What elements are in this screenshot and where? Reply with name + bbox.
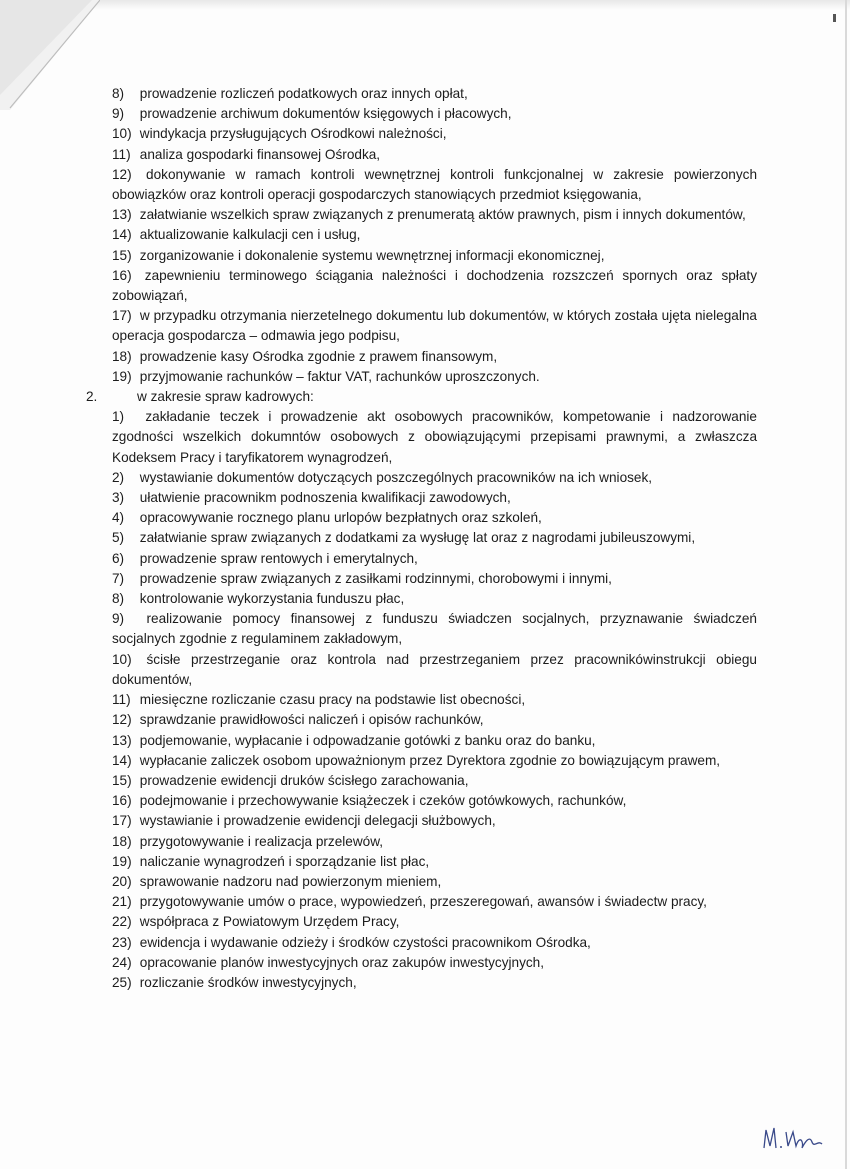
finance-duty-item [112, 367, 757, 387]
item-number: 9) [112, 611, 125, 627]
section-2 [86, 387, 757, 407]
hr-duty-item [112, 892, 757, 912]
item-number: 23) [112, 934, 132, 950]
item-text: załatwianie wszelkich spraw związanych z prenumeratą aktów prawnych, pism i innych dokumentów, [139, 207, 746, 223]
scan-edge-mark [833, 14, 836, 22]
item-text: prowadzenie spraw związanych z zasiłkami rodzinnymi, chorobowymi i innymi, [139, 570, 612, 586]
item-number: 8) [112, 591, 125, 607]
item-number: 13) [112, 732, 132, 748]
item-text: przygotowywanie i realizacja przelewów, [139, 833, 384, 849]
finance-duty-item [112, 84, 757, 104]
finance-duty-item [112, 246, 757, 266]
item-text: w przypadku otrzymania nierzetelnego dokumentu lub dokumentów, w których została ujęta nielegalna operacja gospodarcza – odmawia jego podpisu, [112, 308, 757, 344]
hr-duty-item [112, 488, 757, 508]
item-number: 11) [112, 146, 131, 162]
item-text: sprawdzanie prawidłowości naliczeń i opisów rachunków, [139, 712, 484, 728]
page-corner-fold [0, 0, 100, 110]
item-text: analiza gospodarki finansowej Ośrodka, [139, 146, 381, 162]
hr-duty-item [112, 751, 757, 771]
item-number: 18) [112, 348, 132, 364]
scan-top-shadow [0, 0, 850, 10]
hr-duty-item [112, 791, 757, 811]
item-number: 11) [112, 692, 131, 708]
hr-duty-item [112, 973, 757, 993]
hr-duty-item [112, 912, 757, 932]
item-number: 13) [112, 207, 132, 223]
hr-duty-item [112, 832, 757, 852]
item-text: ewidencja i wydawanie odzieży i środków czystości pracownikom Ośrodka, [139, 934, 591, 950]
item-text: wystawianie i prowadzenie ewidencji delegacji służbowych, [139, 813, 496, 829]
item-text: ścisłe przestrzeganie oraz kontrola nad przestrzeganiem przez pracownikówinstrukcji obiegu dokumentów, [112, 651, 757, 687]
item-text: ułatwienie pracownikm podnoszenia kwalifikacji zawodowych, [139, 490, 511, 506]
item-number: 24) [112, 954, 132, 970]
item-number: 20) [112, 873, 132, 889]
hr-duty-item [112, 710, 757, 730]
item-text: podjemowanie, wypłacanie i odpowadzanie gotówki z banku oraz do banku, [139, 732, 596, 748]
handwritten-signature [760, 1118, 830, 1158]
item-text: wystawianie dokumentów dotyczących poszczególnych pracowników na ich wniosek, [139, 469, 653, 485]
finance-duty-item [112, 347, 757, 367]
item-text: przyjmowanie rachunków – faktur VAT, rachunków uproszczonych. [139, 368, 540, 384]
hr-duty-item [112, 953, 757, 973]
item-number: 14) [112, 227, 132, 243]
item-number: 17) [112, 308, 132, 324]
section-number: 2. [86, 389, 98, 405]
item-text: prowadzenie ewidencji druków ścisłego zarachowania, [139, 772, 469, 788]
item-number: 14) [112, 752, 132, 768]
finance-duty-item [112, 104, 757, 124]
hr-duty-item [112, 407, 757, 468]
item-text: kontrolowanie wykorzystania funduszu płac, [139, 591, 405, 607]
item-text: zapewnieniu terminowego ściągania należności i dochodzenia rozszczeń spornych oraz spłaty zobowiązań, [112, 267, 758, 304]
hr-duty-item [112, 549, 757, 569]
finance-duty-item [112, 306, 757, 346]
item-number: 10) [112, 126, 132, 142]
finance-duty-item [112, 205, 757, 225]
item-number: 16) [112, 793, 132, 809]
item-text: zorganizowanie i dokonalenie systemu wewnętrznej informacji ekonomicznej, [139, 247, 605, 263]
scan-right-edge [845, 0, 847, 1169]
hr-duty-item [112, 468, 757, 488]
item-text: opracowanie planów inwestycyjnych oraz zakupów inwestycyjnych, [139, 954, 545, 970]
item-number: 25) [112, 974, 132, 990]
finance-duty-item [112, 124, 757, 144]
item-text: załatwianie spraw związanych z dodatkami za wysługę lat oraz z nagrodami jubileuszowymi, [139, 530, 696, 546]
item-number: 15) [112, 772, 132, 788]
hr-duty-item [112, 872, 757, 892]
item-number: 5) [112, 530, 125, 546]
item-number: 12) [112, 712, 132, 728]
item-number: 2) [112, 469, 125, 485]
item-text: opracowywanie rocznego planu urlopów bezpłatnych oraz szkoleń, [139, 510, 542, 526]
item-text: miesięczne rozliczanie czasu pracy na podstawie list obecności, [139, 692, 526, 708]
hr-duty-item [112, 650, 757, 690]
item-number: 22) [112, 914, 132, 930]
item-number: 8) [112, 86, 125, 101]
finance-duty-item [112, 145, 757, 165]
item-number: 6) [112, 550, 125, 566]
item-text: przygotowywanie umów o prace, wypowiedzeń, przeszeregowań, awansów i świadectw pracy, [139, 894, 707, 910]
hr-duty-item [112, 811, 757, 831]
item-number: 9) [112, 106, 125, 122]
item-text: zakładanie teczek i prowadzenie akt osobowych pracowników, kompetowanie i nadzorowanie zgodności wszelkich dokumntów osobowych z obowiązującymi przepisami prawnymi, a zwłaszcza Kodeksem Pracy i taryfikatorem wynagrodzeń, [112, 409, 757, 465]
item-text: realizowanie pomocy finansowej z funduszu świadczen socjalnych, przyznawanie świadczeń socjalnych zgodnie z regulaminem zakładowym, [112, 611, 757, 647]
item-text: współpraca z Powiatowym Urzędem Pracy, [139, 914, 400, 930]
item-number: 12) [112, 166, 132, 182]
item-text: prowadzenie spraw rentowych i emerytalnych, [139, 550, 418, 566]
item-number: 10) [112, 651, 132, 667]
item-number: 1) [112, 409, 125, 425]
item-text: dokonywanie w ramach kontroli wewnętrznej kontroli funkcjonalnej w zakresie powierzonych obowiązków oraz kontroli operacji gospodarczych stanowiących przedmiot księgowania, [112, 166, 757, 203]
finance-duty-item [112, 165, 757, 205]
section-title: w zakresie spraw kadrowych: [137, 389, 314, 405]
item-text: aktualizowanie kalkulacji cen i usług, [139, 227, 361, 243]
item-number: 7) [112, 570, 125, 586]
item-number: 16) [112, 267, 132, 283]
item-number: 19) [112, 853, 132, 869]
item-number: 17) [112, 813, 132, 829]
duties-list-finance [112, 84, 757, 387]
hr-duty-item [112, 609, 757, 649]
item-text: windykacja przysługujących Ośrodkowi należności, [139, 126, 447, 142]
item-text: wypłacanie zaliczek osobom upoważnionym przez Dyrektora zgodnie zo bowiązującym prawem, [139, 752, 721, 768]
item-number: 21) [112, 894, 132, 910]
hr-duty-item [112, 771, 757, 791]
duties-list-hr [112, 407, 757, 993]
finance-duty-item [112, 225, 757, 245]
item-number: 18) [112, 833, 132, 849]
item-text: prowadzenie archiwum dokumentów księgowych i płacowych, [139, 106, 512, 122]
hr-duty-item [112, 690, 757, 710]
item-text: prowadzenie rozliczeń podatkowych oraz innych opłat, [139, 86, 468, 101]
hr-duty-item [112, 731, 757, 751]
hr-duty-item [112, 933, 757, 953]
hr-duty-item [112, 508, 757, 528]
finance-duty-item [112, 266, 757, 306]
item-text: naliczanie wynagrodzeń i sporządzanie list płac, [139, 853, 430, 869]
item-number: 19) [112, 368, 132, 384]
item-number: 15) [112, 247, 132, 263]
hr-duty-item [112, 569, 757, 589]
hr-duty-item [112, 528, 757, 548]
hr-duty-item [112, 852, 757, 872]
hr-duty-item [112, 589, 757, 609]
item-text: sprawowanie nadzoru nad powierzonym mieniem, [139, 873, 442, 889]
item-number: 4) [112, 510, 125, 526]
item-text: podejmowanie i przechowywanie książeczek i czeków gotówkowych, rachunków, [139, 793, 627, 809]
document-body [86, 84, 758, 993]
item-text: prowadzenie kasy Ośrodka zgodnie z prawem finansowym, [139, 348, 498, 364]
item-text: rozliczanie środków inwestycyjnych, [139, 974, 357, 990]
item-number: 3) [112, 490, 125, 506]
